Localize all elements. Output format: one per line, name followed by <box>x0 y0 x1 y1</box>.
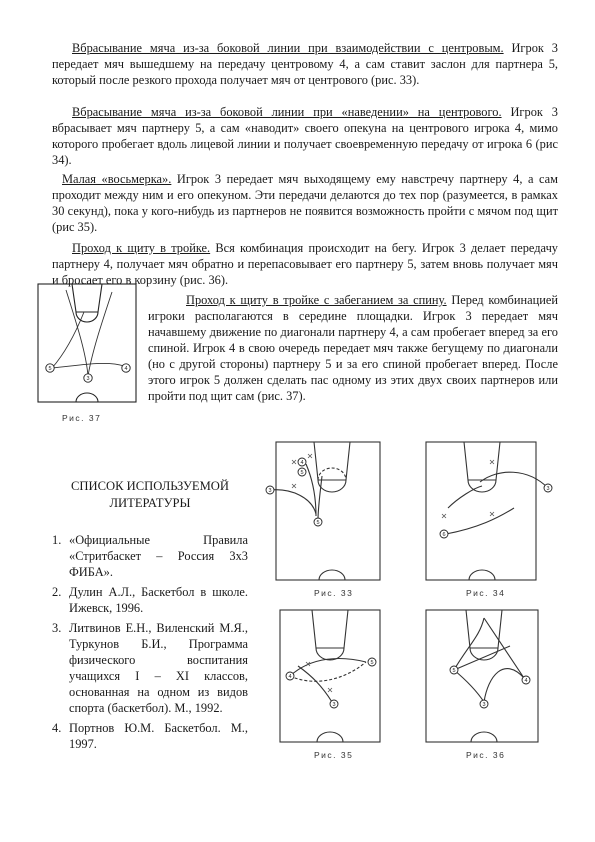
text-fig34: Игрок 3 вбрасывает мяч партнеру 5, а сам «наводит» своего опекуна на центрового игрока 4, мимо которого пробегает вдоль лицевой линии и получает своевременную передачу от игрока 6 (рис 34). <box>52 105 558 167</box>
player-label: 3 <box>546 486 550 492</box>
player-label: 5 <box>300 470 304 476</box>
references-list <box>52 532 248 756</box>
text-fig37: Перед комбинацией игроки располагаются в середине площадки. Игрок 3 передает мяч начавшему движение по диагонали партнеру 4, а сам пробегает вперед за его спиной. Игрок 4 в свою очередь передает мяч также бегущему по диагонали (но с другой стороны) партнеру 5 и за его спиной пробегает вперед. После этого игрок 5 должен сделать пас одному из этих двух своих партнеров или пройти под щит сам (рис. 37). <box>148 293 558 403</box>
paragraph-fig33 <box>52 40 558 88</box>
player-label: 4 <box>124 366 128 372</box>
player-label: 4 <box>288 674 292 680</box>
text-fig36: Вся комбинация происходит на бегу. Игрок 3 делает передачу партнеру 4, получает мяч обратно и перепасовывает его партнеру 5, затем вновь получает мяч и бросает его в корзину (рис. 36). <box>52 241 558 287</box>
reference-item: 1. «Официальные Правила «Стритбаскет – Россия 3х3 ФИБА». <box>52 533 248 579</box>
paragraph-fig37 <box>148 292 558 404</box>
heading-fig35: Малая «восьмерка». <box>62 172 172 186</box>
player-label: 5 <box>452 668 456 674</box>
figure-33-diagram <box>262 438 386 584</box>
reference-item: 4. Портнов Ю.М. Баскетбол. М., 1997. <box>52 721 248 751</box>
player-label: 5 <box>370 660 374 666</box>
reference-item: 3. Литвинов Е.Н., Виленский М.Я., Туркунов Б.И., Программа физического воспитания учащихся I – XI классов, основанная на одном из видов спорта (баскетбол). М., 1992. <box>52 621 248 715</box>
player-label: 5 <box>48 366 52 372</box>
player-label: 3 <box>86 376 90 382</box>
caption-fig37: Рис. 37 <box>62 413 102 423</box>
reference-item: 2. Дулин А.Л., Баскетбол в школе. Ижевск, 1996. <box>52 585 248 615</box>
figure-36-diagram <box>418 606 558 746</box>
text-fig35: Игрок 3 передает мяч выходящему ему навстречу партнеру 4, а сам проходит между ним и его опекуном. Эти передачи делаются до тех пор (разумеется, в рамках 30 секунд), пока у кого-нибудь из партнеров не появится возможность пройти с мячом под щит (рис 35). <box>52 172 558 234</box>
player-label: 6 <box>442 532 446 538</box>
figure-35-diagram <box>262 606 386 746</box>
paragraph-fig35 <box>52 171 558 235</box>
caption-fig34: Рис. 34 <box>466 588 506 598</box>
player-label: 3 <box>268 488 272 494</box>
text-fig33: Игрок 3 передает мяч вышедшему на передачу центровому 4, а сам ставит заслон для партнера 5, который после резкого прохода получает мяч от центрового (рис. 33). <box>52 41 559 87</box>
heading-fig33: Вбрасывание мяча из-за боковой линии при взаимодействии с центровым. <box>72 41 504 55</box>
caption-fig36: Рис. 36 <box>466 750 506 760</box>
player-label: 3 <box>482 702 486 708</box>
player-label: 4 <box>524 678 528 684</box>
caption-fig35: Рис. 35 <box>314 750 354 760</box>
paragraph-fig36 <box>52 240 558 288</box>
caption-fig33: Рис. 33 <box>314 588 354 598</box>
player-label: 5 <box>316 520 320 526</box>
player-label: 4 <box>300 460 304 466</box>
paragraph-fig34 <box>52 104 558 168</box>
figure-37-diagram <box>36 282 140 404</box>
heading-fig36: Проход к щиту в тройке. <box>72 241 211 255</box>
figure-34-diagram <box>418 438 558 584</box>
player-label: 3 <box>332 702 336 708</box>
references-title: СПИСОК ИСПОЛЬЗУЕМОЙ ЛИТЕРАТУРЫ <box>71 479 229 510</box>
heading-fig37: Проход к щиту в тройке с забеганием за спину. <box>186 293 447 307</box>
heading-fig34: Вбрасывание мяча из-за боковой линии при «наведении» на центрового. <box>72 105 502 119</box>
